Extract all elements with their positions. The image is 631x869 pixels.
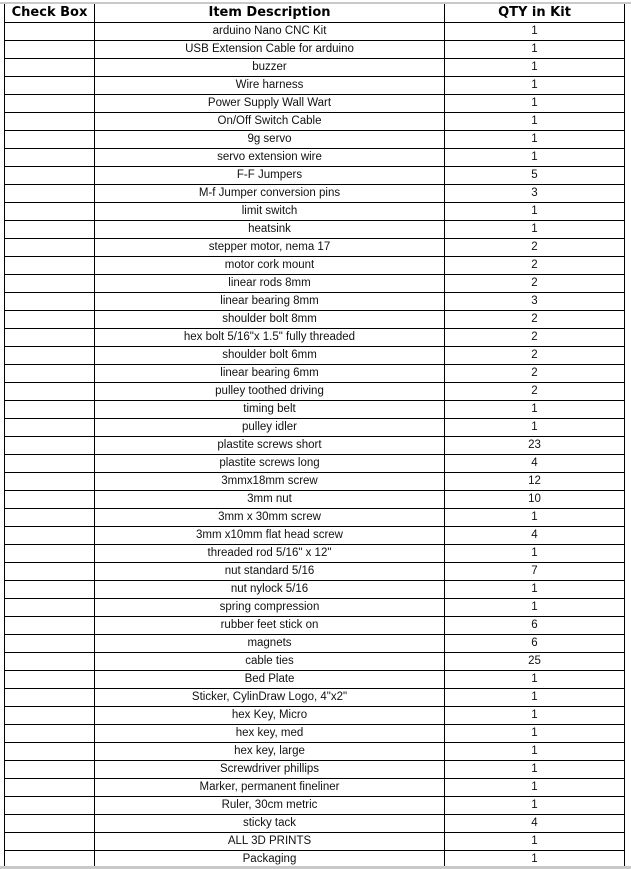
item-description-cell[interactable]: 3mm nut (95, 491, 445, 509)
item-description-cell[interactable]: 9g servo (95, 131, 445, 149)
table-row (5, 41, 625, 59)
qty-cell[interactable]: 25 (445, 653, 625, 671)
table-row (5, 491, 625, 509)
check-box-cell[interactable] (5, 455, 95, 473)
item-description-cell[interactable]: hex key, med (95, 725, 445, 743)
qty-cell[interactable]: 3 (445, 293, 625, 311)
table-row (5, 509, 625, 527)
table-row (5, 113, 625, 131)
check-box-cell[interactable] (5, 401, 95, 419)
check-box-cell[interactable] (5, 293, 95, 311)
item-description-cell[interactable]: 3mmx18mm screw (95, 473, 445, 491)
item-description-cell[interactable]: plastite screws long (95, 455, 445, 473)
check-box-cell[interactable] (5, 509, 95, 527)
table-row (5, 635, 625, 653)
qty-cell[interactable]: 1 (445, 77, 625, 95)
item-description-cell[interactable]: 3mm x10mm flat head screw (95, 527, 445, 545)
check-box-cell[interactable] (5, 545, 95, 563)
item-description-cell[interactable]: rubber feet stick on (95, 617, 445, 635)
item-description-cell[interactable]: timing belt (95, 401, 445, 419)
item-description-cell[interactable]: limit switch (95, 203, 445, 221)
qty-cell[interactable]: 1 (445, 689, 625, 707)
qty-cell[interactable]: 1 (445, 149, 625, 167)
qty-cell[interactable]: 3 (445, 185, 625, 203)
qty-cell[interactable]: 1 (445, 113, 625, 131)
table-row (5, 653, 625, 671)
check-box-cell[interactable] (5, 221, 95, 239)
item-description-cell[interactable]: F-F Jumpers (95, 167, 445, 185)
table-row (5, 455, 625, 473)
item-description-cell[interactable]: M-f Jumper conversion pins (95, 185, 445, 203)
table-row (5, 797, 625, 815)
table-row (5, 833, 625, 851)
qty-cell[interactable]: 2 (445, 257, 625, 275)
table-row (5, 725, 625, 743)
qty-cell[interactable]: 1 (445, 95, 625, 113)
qty-cell[interactable]: 1 (445, 419, 625, 437)
item-description-cell[interactable]: stepper motor, nema 17 (95, 239, 445, 257)
table-row (5, 779, 625, 797)
qty-cell[interactable]: 1 (445, 41, 625, 59)
qty-cell[interactable]: 1 (445, 59, 625, 77)
table-row (5, 59, 625, 77)
check-box-cell[interactable] (5, 599, 95, 617)
check-box-cell[interactable] (5, 779, 95, 797)
qty-cell[interactable]: 5 (445, 167, 625, 185)
table-row (5, 293, 625, 311)
item-description-cell[interactable]: heatsink (95, 221, 445, 239)
item-description-cell[interactable]: spring compression (95, 599, 445, 617)
qty-cell[interactable]: 1 (445, 131, 625, 149)
table-row (5, 185, 625, 203)
check-box-cell[interactable] (5, 131, 95, 149)
check-box-cell[interactable] (5, 41, 95, 59)
qty-cell[interactable]: 7 (445, 563, 625, 581)
check-box-cell[interactable] (5, 725, 95, 743)
table-row (5, 365, 625, 383)
item-description-cell[interactable]: linear bearing 6mm (95, 365, 445, 383)
item-description-cell[interactable]: Ruler, 30cm metric (95, 797, 445, 815)
check-box-cell[interactable] (5, 185, 95, 203)
table-row (5, 761, 625, 779)
item-description-cell[interactable]: 3mm x 30mm screw (95, 509, 445, 527)
check-box-cell[interactable] (5, 689, 95, 707)
item-description-cell[interactable]: shoulder bolt 8mm (95, 311, 445, 329)
item-description-cell[interactable]: Sticker, CylinDraw Logo, 4"x2" (95, 689, 445, 707)
qty-cell[interactable]: 6 (445, 635, 625, 653)
header-item-description: Item Description (95, 4, 445, 23)
item-description-cell[interactable]: nut standard 5/16 (95, 563, 445, 581)
check-box-cell[interactable] (5, 311, 95, 329)
item-description-cell[interactable]: pulley idler (95, 419, 445, 437)
check-box-cell[interactable] (5, 653, 95, 671)
qty-cell[interactable]: 1 (445, 761, 625, 779)
item-description-cell[interactable]: magnets (95, 635, 445, 653)
item-description-cell[interactable]: plastite screws short (95, 437, 445, 455)
table-row (5, 419, 625, 437)
check-box-cell[interactable] (5, 149, 95, 167)
table-row (5, 815, 625, 833)
item-description-cell[interactable]: Packaging (95, 851, 445, 869)
qty-cell[interactable]: 1 (445, 221, 625, 239)
table-row (5, 239, 625, 257)
item-description-cell[interactable]: shoulder bolt 6mm (95, 347, 445, 365)
table-row (5, 473, 625, 491)
item-description-cell[interactable]: hex bolt 5/16"x 1.5" fully threaded (95, 329, 445, 347)
check-box-cell[interactable] (5, 329, 95, 347)
qty-cell[interactable]: 6 (445, 617, 625, 635)
qty-cell[interactable]: 1 (445, 707, 625, 725)
item-description-cell[interactable]: pulley toothed driving (95, 383, 445, 401)
qty-cell[interactable]: 2 (445, 347, 625, 365)
check-box-cell[interactable] (5, 491, 95, 509)
qty-cell[interactable]: 1 (445, 203, 625, 221)
table-row (5, 743, 625, 761)
item-description-cell[interactable]: ALL 3D PRINTS (95, 833, 445, 851)
table-row (5, 131, 625, 149)
header-check-box: Check Box (5, 4, 95, 23)
qty-cell[interactable]: 1 (445, 23, 625, 41)
qty-cell[interactable]: 1 (445, 743, 625, 761)
table-row (5, 401, 625, 419)
check-box-cell[interactable] (5, 275, 95, 293)
qty-cell[interactable]: 1 (445, 545, 625, 563)
check-box-cell[interactable] (5, 473, 95, 491)
qty-cell[interactable]: 2 (445, 365, 625, 383)
qty-cell[interactable]: 2 (445, 311, 625, 329)
check-box-cell[interactable] (5, 419, 95, 437)
qty-cell[interactable]: 1 (445, 599, 625, 617)
check-box-cell[interactable] (5, 365, 95, 383)
qty-cell[interactable]: 1 (445, 401, 625, 419)
check-box-cell[interactable] (5, 347, 95, 365)
item-description-cell[interactable]: nut nylock 5/16 (95, 581, 445, 599)
check-box-cell[interactable] (5, 437, 95, 455)
item-description-cell[interactable]: Power Supply Wall Wart (95, 95, 445, 113)
check-box-cell[interactable] (5, 671, 95, 689)
qty-cell[interactable]: 2 (445, 329, 625, 347)
table-row (5, 689, 625, 707)
item-description-cell[interactable]: Bed Plate (95, 671, 445, 689)
check-box-cell[interactable] (5, 815, 95, 833)
table-row (5, 545, 625, 563)
qty-cell[interactable]: 1 (445, 671, 625, 689)
item-description-cell[interactable]: cable ties (95, 653, 445, 671)
qty-cell[interactable]: 12 (445, 473, 625, 491)
table-row (5, 329, 625, 347)
item-description-cell[interactable]: linear rods 8mm (95, 275, 445, 293)
item-description-cell[interactable]: buzzer (95, 59, 445, 77)
check-box-cell[interactable] (5, 77, 95, 95)
check-box-cell[interactable] (5, 527, 95, 545)
qty-cell[interactable]: 1 (445, 833, 625, 851)
check-box-cell[interactable] (5, 761, 95, 779)
item-description-cell[interactable]: hex key, large (95, 743, 445, 761)
qty-cell[interactable]: 4 (445, 815, 625, 833)
table-row (5, 275, 625, 293)
qty-cell[interactable]: 1 (445, 581, 625, 599)
table-row (5, 149, 625, 167)
check-box-cell[interactable] (5, 617, 95, 635)
item-description-cell[interactable]: arduino Nano CNC Kit (95, 23, 445, 41)
table-row (5, 671, 625, 689)
table-row (5, 617, 625, 635)
qty-cell[interactable]: 4 (445, 455, 625, 473)
table-row (5, 599, 625, 617)
table-row (5, 347, 625, 365)
item-description-cell[interactable]: threaded rod 5/16" x 12" (95, 545, 445, 563)
qty-cell[interactable]: 2 (445, 383, 625, 401)
qty-cell[interactable]: 1 (445, 725, 625, 743)
table-row (5, 77, 625, 95)
item-description-cell[interactable]: USB Extension Cable for arduino (95, 41, 445, 59)
table-row (5, 383, 625, 401)
table-row (5, 203, 625, 221)
qty-cell[interactable]: 23 (445, 437, 625, 455)
item-description-cell[interactable]: linear bearing 8mm (95, 293, 445, 311)
check-box-cell[interactable] (5, 707, 95, 725)
qty-cell[interactable]: 1 (445, 797, 625, 815)
check-box-cell[interactable] (5, 239, 95, 257)
table-row (5, 707, 625, 725)
table-row (5, 167, 625, 185)
table-row (5, 95, 625, 113)
check-box-cell[interactable] (5, 833, 95, 851)
item-description-cell[interactable]: hex Key, Micro (95, 707, 445, 725)
check-box-cell[interactable] (5, 743, 95, 761)
qty-cell[interactable]: 1 (445, 851, 625, 869)
table-row (5, 221, 625, 239)
kit-checklist-table (4, 4, 625, 868)
table-row (5, 437, 625, 455)
item-description-cell[interactable]: Screwdriver phillips (95, 761, 445, 779)
check-box-cell[interactable] (5, 203, 95, 221)
header-row (5, 4, 625, 23)
check-box-cell[interactable] (5, 59, 95, 77)
table-row (5, 311, 625, 329)
header-qty-in-kit: QTY in Kit (445, 4, 625, 23)
check-box-cell[interactable] (5, 113, 95, 131)
table-row (5, 257, 625, 275)
check-box-cell[interactable] (5, 383, 95, 401)
table-row (5, 527, 625, 545)
check-box-cell[interactable] (5, 563, 95, 581)
qty-cell[interactable]: 10 (445, 491, 625, 509)
item-description-cell[interactable]: sticky tack (95, 815, 445, 833)
item-description-cell[interactable]: servo extension wire (95, 149, 445, 167)
qty-cell[interactable]: 1 (445, 509, 625, 527)
check-box-cell[interactable] (5, 257, 95, 275)
check-box-cell[interactable] (5, 95, 95, 113)
qty-cell[interactable]: 2 (445, 239, 625, 257)
item-description-cell[interactable]: motor cork mount (95, 257, 445, 275)
qty-cell[interactable]: 2 (445, 275, 625, 293)
check-box-cell[interactable] (5, 581, 95, 599)
table-row (5, 581, 625, 599)
check-box-cell[interactable] (5, 23, 95, 41)
table-row (5, 23, 625, 41)
qty-cell[interactable]: 1 (445, 779, 625, 797)
check-box-cell[interactable] (5, 635, 95, 653)
item-description-cell[interactable]: Wire harness (95, 77, 445, 95)
table-row (5, 563, 625, 581)
item-description-cell[interactable]: On/Off Switch Cable (95, 113, 445, 131)
check-box-cell[interactable] (5, 797, 95, 815)
qty-cell[interactable]: 4 (445, 527, 625, 545)
item-description-cell[interactable]: Marker, permanent fineliner (95, 779, 445, 797)
check-box-cell[interactable] (5, 167, 95, 185)
